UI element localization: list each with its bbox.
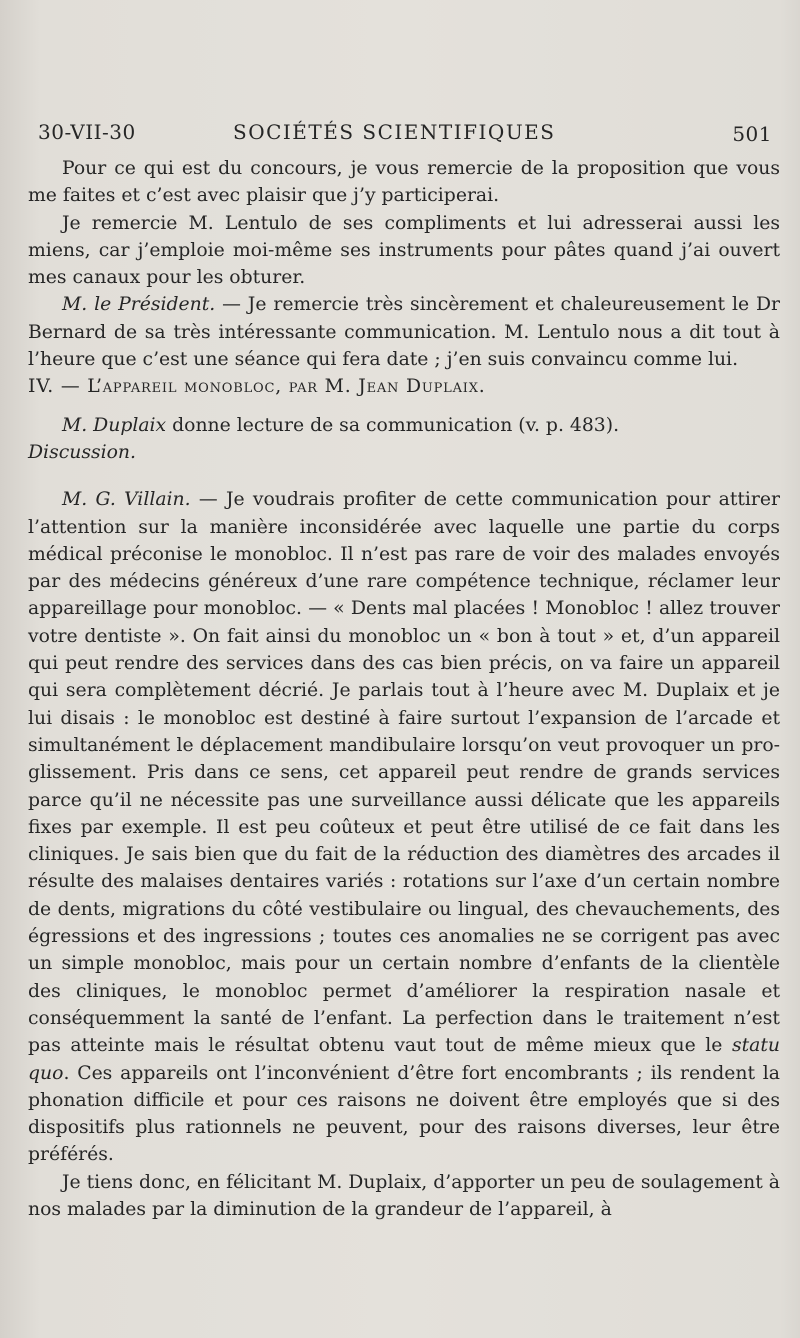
header-title: SOCIÉTÉS SCIENTIFIQUES [233,120,556,144]
page-body [28,155,780,1223]
speaker-duplaix: M. Duplaix [62,414,167,436]
statu-quo-phrase: statu quo [28,1035,780,1084]
section-title: L’appareil monobloc, par M. Jean Duplaix. [87,376,486,398]
discussion-heading: Discussion. [28,441,136,463]
paragraph-reading [28,412,780,439]
page-number: 501 [732,122,772,146]
paragraph-lentulo: Je remercie M. Lentulo de ses compliments et lui adresserai aussi les miens, car j’emploie moi-même ses instruments pour pâtes quand j’ai ouvert mes canaux pour les obturer. [28,212,780,289]
paragraph-villain [28,486,780,1168]
section-heading [28,373,780,400]
villain-text-part2: . Ces appareils ont l’inconvénient d’être fort encombrants ; ils rendent la phonation difficile et pour ces raisons ne doivent être employés que si des dispositifs plus rationnels ne peuvent, pour des raisons diverses, leur être préférés. [28,1062,780,1166]
header-date: 30-VII-30 [38,120,136,144]
paragraph-concours: Pour ce qui est du concours, je vous remercie de la proposition que vous me faites et c’est avec plaisir que j’y participerai. [28,158,780,207]
section-number: IV. — [28,376,88,398]
speaker-president: M. le Président. [62,294,216,316]
president-remarks: — Je remercie très sincèrement et chaleureusement le Dr Bernard de sa très intéressante communication. M. Lentulo nous a dit tout à l’heure que c’est une séance qui fera date ; j’en suis convaincu comme lui. [28,294,780,371]
villain-text-part1: — Je voudrais profiter de cette communication pour attirer l’attention sur la manière inconsidérée avec laquelle une partie du corps médical préconise le monobloc. Il n’est pas rare de voir des malades envoyés par des médecins généreux d’une rare compétence technique, réclamer leur appareillage pour monobloc. — « Dents mal placées ! Monobloc ! allez trouver votre dentiste ». On fait ainsi du monobloc un « bon à tout » et, d’un appareil qui peut rendre des services dans des cas bien précis, on va faire un appareil qui sera complètement décrié. Je parlais tout à l’heure avec M. Duplaix et je lui disais : le monobloc est destiné à faire surtout l’expansion de l’arcade et simultanément le déplacement mandibulaire lorsqu’on veut provoquer un pro-glissement. Pris dans ce sens, cet appareil peut rendre de grands services parce qu’il ne nécessite pas une surveillance aussi délicate que les appareils fixes par exemple. Il est peu coûteux et peut être utilisé de ce fait dans les cliniques. Je sais bien que du fait de la réduction des diamètres des arcades il résulte des malaises dentaires variés : rotations sur l’axe d’un certain nombre de dents, migrations du côté vestibulaire ou lingual, des chevauchements, des égressions et des ingressions ; toutes ces anomalies ne se corrigent pas avec un simple monobloc, mais pour un certain nombre d’enfants de la clientèle des cliniques, le monobloc permet d’améliorer la respiration nasale et conséquemment la santé de l’enfant. La perfection dans le traitement n’est pas atteinte mais le résultat obtenu vaut tout de même mieux que le [28,489,781,1057]
paragraph-president [28,291,780,373]
paragraph-closing: Je tiens donc, en félicitant M. Duplaix, d’apporter un peu de soulagement à nos malades par la diminution de la grandeur de l’appareil, à [28,1171,780,1220]
speaker-villain: M. G. Villain. [62,489,191,511]
reading-text: donne lecture de sa communication (v. p. 483). [166,414,620,436]
running-head [38,120,772,150]
